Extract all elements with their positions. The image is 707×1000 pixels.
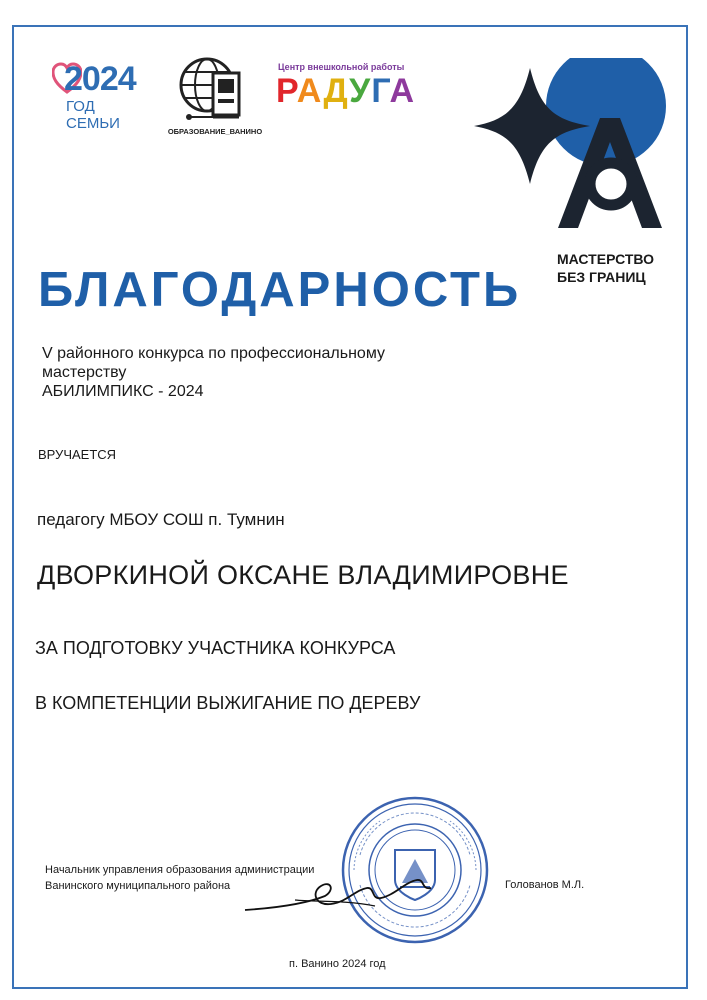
recipient-position: педагогу МБОУ СОШ п. Тумнин	[37, 510, 285, 529]
signatory-name: Голованов М.Л.	[505, 879, 585, 891]
education-vanino-logo	[165, 55, 265, 140]
reason-line: В КОМПЕТЕНЦИИ ВЫЖИГАНИЕ ПО ДЕРЕВУ	[35, 693, 421, 713]
contest-line: мастерству	[42, 364, 127, 381]
raduga-letter: Г	[371, 72, 390, 110]
year-number: 2024	[64, 60, 136, 98]
raduga-word	[276, 72, 415, 111]
signatory-line: Ванинского муниципального района	[45, 880, 231, 892]
raduga-letter: Р	[276, 72, 297, 110]
reason-line: ЗА ПОДГОТОВКУ УЧАСТНИКА КОНКУРСА	[35, 638, 396, 658]
globe-computer-icon	[165, 55, 265, 127]
signatory-line: Начальник управления образования администрации	[45, 864, 315, 876]
place-date: п. Ванино 2024 год	[289, 958, 386, 970]
contest-line: V районного конкурса по профессиональному	[42, 345, 385, 362]
awarded-label: ВРУЧАЕТСЯ	[38, 447, 117, 462]
motto-line: БЕЗ ГРАНИЦ	[557, 269, 646, 285]
education-caption: ОБРАЗОВАНИЕ_ВАНИНО	[167, 127, 263, 136]
raduga-logo	[276, 62, 416, 122]
signatory-position	[45, 862, 335, 894]
certificate-title: БЛАГОДАРНОСТЬ	[38, 263, 522, 317]
contest-line: АБИЛИМПИКС - 2024	[42, 383, 204, 400]
raduga-letter: У	[349, 72, 372, 110]
motto-line: МАСТЕРСТВО	[557, 251, 655, 267]
raduga-letter: Д	[323, 72, 350, 110]
abilympics-motto	[557, 250, 677, 286]
abilympics-logo	[470, 58, 670, 238]
raduga-subtitle: Центр внешкольной работы	[278, 62, 405, 72]
year-caption: ГОД СЕМЬИ	[66, 98, 120, 132]
recipient-name: ДВОРКИНОЙ ОКСАНЕ ВЛАДИМИРОВНЕ	[37, 560, 569, 590]
raduga-letter: А	[389, 72, 416, 110]
contest-description	[42, 344, 482, 401]
raduga-letter: А	[296, 72, 324, 110]
abilympics-emblem-icon	[470, 58, 670, 238]
year-of-family-logo	[52, 60, 142, 132]
